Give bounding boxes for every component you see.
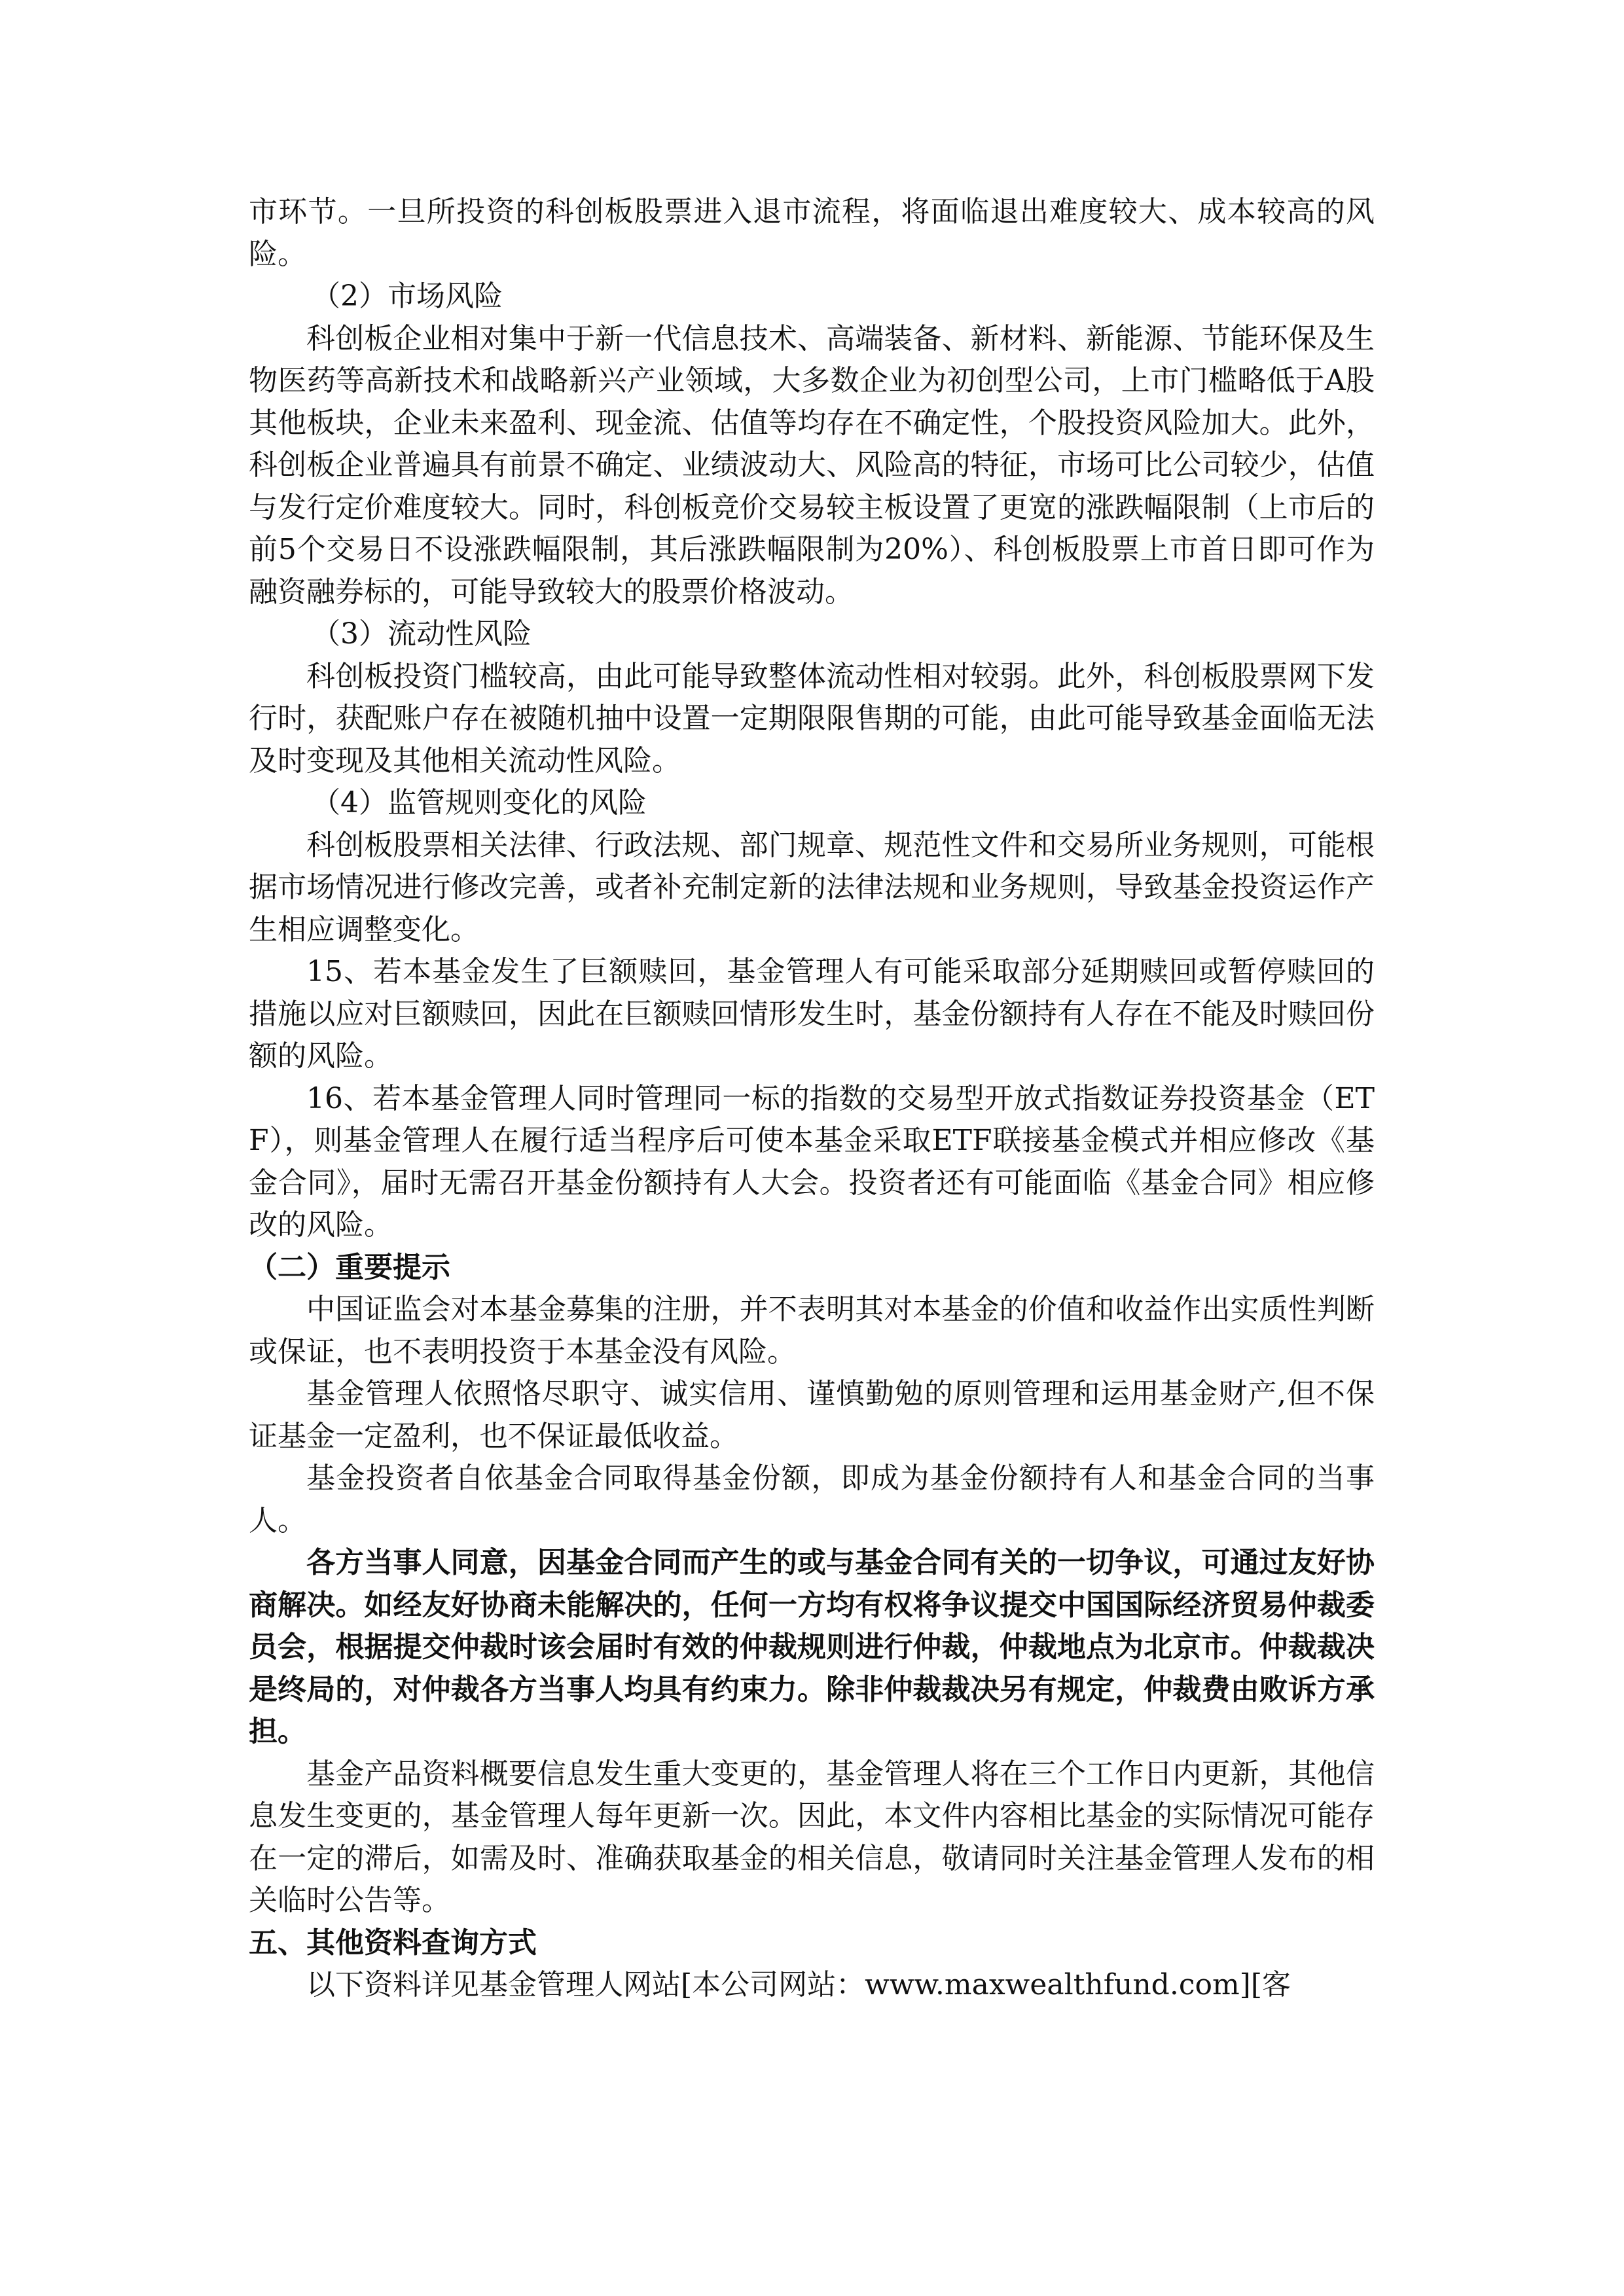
section-heading-important-notice: （二）重要提示 [249,1250,450,1284]
section-heading-other-info: 五、其他资料查询方式 [249,1926,537,1960]
paragraph-arbitration: 各方当事人同意，因基金合同而产生的或与基金合同有关的一切争议，可通过友好协商解决。如经友好协商未能解决的，任何一方均有权将争议提交中国国际经济贸易仲裁委员会，根据提交仲裁时该会届时有效的仲裁规则进行仲裁，仲裁地点为北京市。仲裁裁决是终局的，对仲裁各方当事人均具有约束力。除非仲裁裁决另有规定，仲裁费由败诉方承担。 [249,1546,1375,1748]
paragraph-item-15: 15、若本基金发生了巨额赎回，基金管理人有可能采取部分延期赎回或暂停赎回的措施以应对巨额赎回，因此在巨额赎回情形发生时，基金份额持有人存在不能及时赎回份额的风险。 [249,955,1375,1073]
paragraph-website-info: 以下资料详见基金管理人网站[本公司网站：www.maxwealthfund.com][客 [306,1968,1291,2001]
subheading-market-risk: （2）市场风险 [312,279,503,313]
paragraph-market-risk: 科创板企业相对集中于新一代信息技术、高端装备、新材料、新能源、节能环保及生物医药等高新技术和战略新兴产业领域，大多数企业为初创型公司，上市门槛略低于A股其他板块，企业未来盈利、现金流、估值等均存在不确定性，个股投资风险加大。此外，科创板企业普遍具有前景不确定、业绩波动大、风险高的特征，市场可比公司较少，估值与发行定价难度较大。同时，科创板竞价交易较主板设置了更宽的涨跌幅限制（上市后的前5个交易日不设涨跌幅限制，其后涨跌幅限制为20%）、科创板股票上市首日即可作为融资融券标的，可能导致较大的股票价格波动。 [249,321,1375,609]
subheading-liquidity-risk: （3）流动性风险 [312,617,532,651]
paragraph-manager-duties: 基金管理人依照恪尽职守、诚实信用、谨慎勤勉的原则管理和运用基金财产,但不保证基金一定盈利，也不保证最低收益。 [249,1377,1375,1453]
paragraph-item-16: 16、若本基金管理人同时管理同一标的指数的交易型开放式指数证券投资基金（ETF），则基金管理人在履行适当程序后可使本基金采取ETF联接基金模式并相应修改《基金合同》，届时无需召开基金份额持有人大会。投资者还有可能面临《基金合同》相应修改的风险。 [249,1081,1375,1242]
paragraph-update-notice: 基金产品资料概要信息发生重大变更的，基金管理人将在三个工作日内更新，其他信息发生变更的，基金管理人每年更新一次。因此，本文件内容相比基金的实际情况可能存在一定的滞后，如需及时、准确获取基金的相关信息，敬请同时关注基金管理人发布的相关临时公告等。 [249,1757,1375,1917]
paragraph-delisting-risk-cont: 市环节。一旦所投资的科创板股票进入退市流程，将面临退出难度较大、成本较高的风险。 [249,195,1375,271]
paragraph-investor-shares: 基金投资者自依基金合同取得基金份额，即成为基金份额持有人和基金合同的当事人。 [249,1462,1375,1537]
subheading-regulatory-risk: （4）监管规则变化的风险 [312,786,647,819]
paragraph-csrc-registration: 中国证监会对本基金募集的注册，并不表明其对本基金的价值和收益作出实质性判断或保证，也不表明投资于本基金没有风险。 [249,1293,1375,1369]
paragraph-liquidity-risk: 科创板投资门槛较高，由此可能导致整体流动性相对较弱。此外，科创板股票网下发行时，获配账户存在被随机抽中设置一定期限限售期的可能，由此可能导致基金面临无法及时变现及其他相关流动性风险。 [249,659,1375,778]
document-page [249,191,1375,2007]
paragraph-regulatory-risk: 科创板股票相关法律、行政法规、部门规章、规范性文件和交易所业务规则，可能根据市场情况进行修改完善，或者补充制定新的法律法规和业务规则，导致基金投资运作产生相应调整变化。 [249,828,1375,946]
